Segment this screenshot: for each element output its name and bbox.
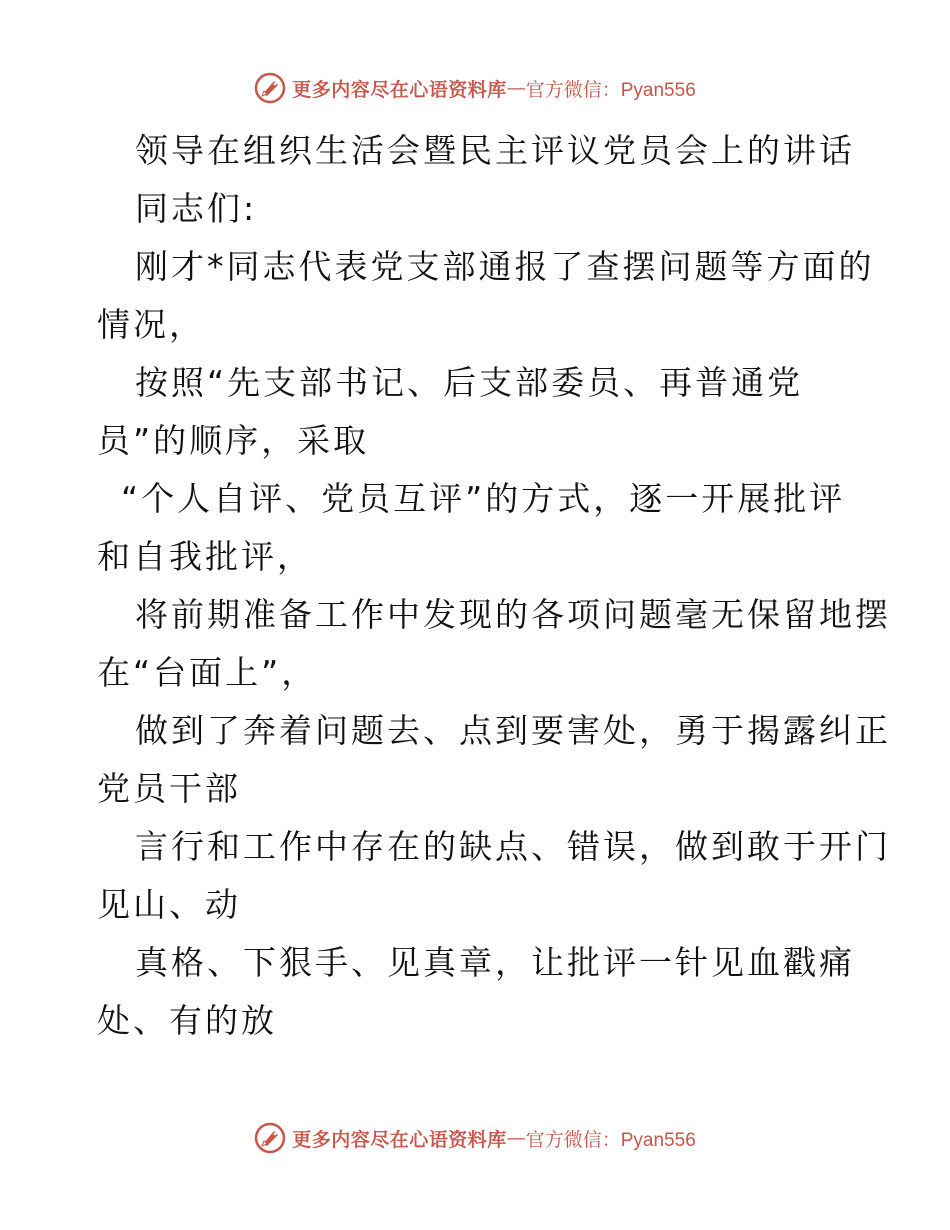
footer-banner: [0, 1122, 950, 1154]
banner-separator: —: [506, 1127, 526, 1149]
paragraph-line: 和自我批评，: [97, 537, 313, 576]
document-title: 领导在组织生活会暨民主评议党员会上的讲话: [135, 131, 855, 170]
paragraph-line: 真格、下狠手、见真章，让批评一针见血戳痛: [135, 943, 855, 982]
paragraph-line: 见山、动: [97, 885, 241, 924]
paragraph-line: 做到了奔着问题去、点到要害处，勇于揭露纠正: [135, 711, 891, 750]
paragraph-line: 将前期准备工作中发现的各项问题毫无保留地摆: [135, 595, 891, 634]
document-body: [97, 122, 891, 1050]
paragraph-line: 刚才*同志代表党支部通报了查摆问题等方面的: [135, 247, 875, 286]
banner-wechat-text: 官方微信：Pyan556: [525, 79, 696, 101]
banner-separator: —: [506, 77, 526, 99]
pen-nib-logo-icon: [254, 1122, 286, 1154]
paragraph-line: 党员干部: [97, 769, 241, 808]
banner-wechat-text: 官方微信：Pyan556: [525, 1129, 696, 1151]
paragraph-line: 情况，: [97, 305, 205, 344]
paragraph-line: 员”的顺序，采取: [97, 421, 370, 460]
banner-site-text: 更多内容尽在心语资料库: [292, 78, 507, 101]
banner-site-text: 更多内容尽在心语资料库: [292, 1128, 507, 1151]
salutation: 同志们:: [135, 189, 258, 228]
paragraph-line: 在“台面上”，: [97, 653, 318, 692]
pen-nib-logo-icon: [254, 72, 286, 104]
paragraph-line: 按照“先支部书记、后支部委员、再普通党: [135, 363, 804, 402]
header-banner: [0, 72, 950, 104]
paragraph-line: 处、有的放: [97, 1001, 277, 1040]
paragraph-line: “个人自评、党员互评”的方式，逐一开展批评: [121, 479, 846, 518]
paragraph-line: 言行和工作中存在的缺点、错误，做到敢于开门: [135, 827, 891, 866]
